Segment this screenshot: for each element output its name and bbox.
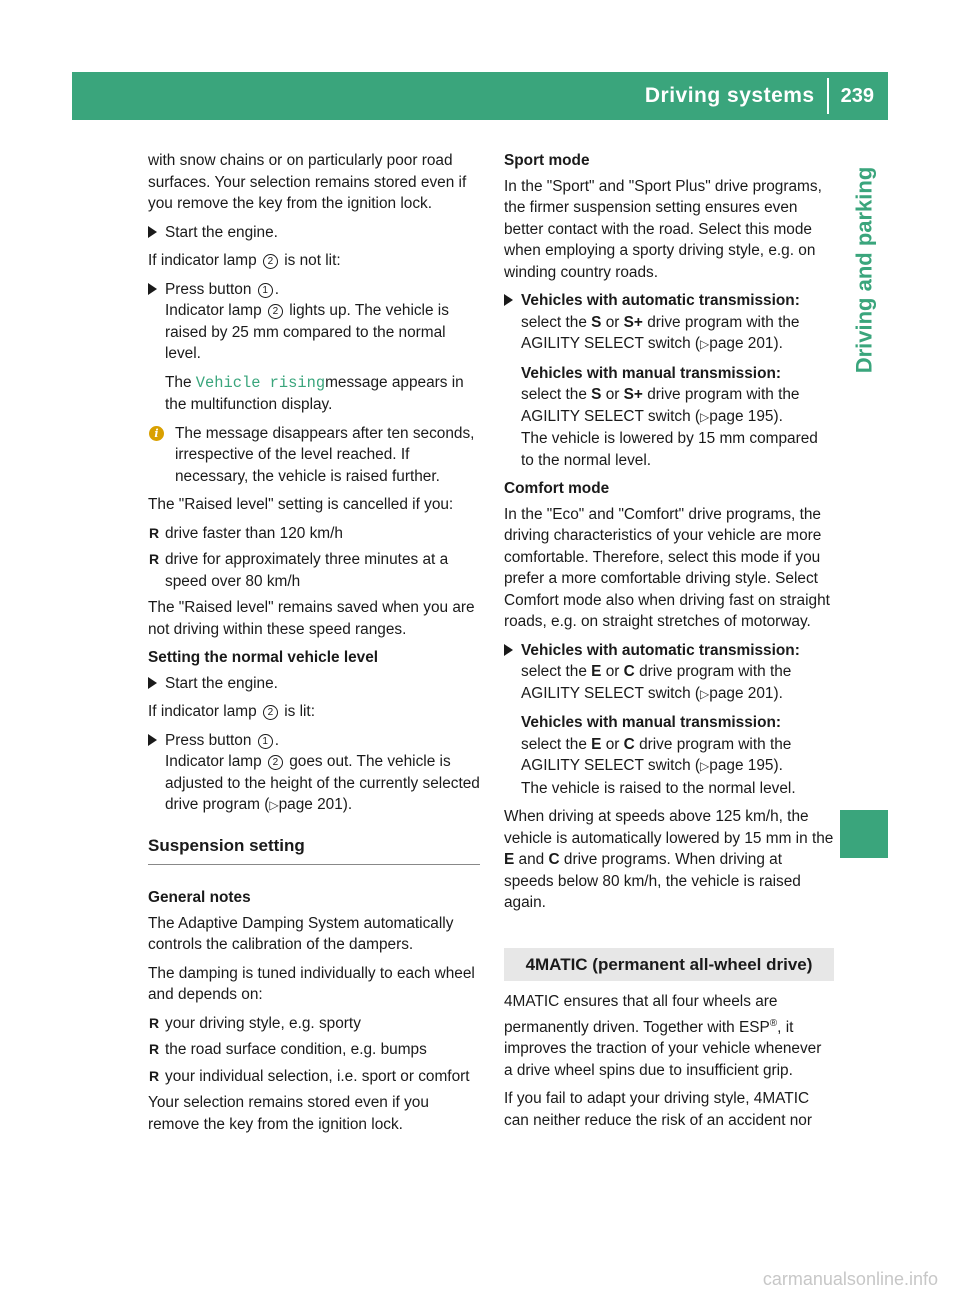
step-arrow-icon [148,283,157,295]
condition-text: If indicator lamp 2 is lit: [148,703,315,720]
step-continuation: Vehicles with manual transmission: select the S or S+ drive program with the AGILITY SELECT switch (▷page 195). The vehicle is lowered by 15 mm compared to the normal level. [521,364,818,469]
page-ref-arrow-icon: ▷ [700,337,710,351]
step-arrow-icon [148,734,157,746]
step-item: Vehicles with automatic transmission: select the E or C drive program with the AGILITY SELECT switch (▷page 201). [504,640,834,706]
page-ref-arrow-icon: ▷ [269,798,279,812]
intro-text: with snow chains or on particularly poor road surfaces. Your selection remains stored even if you remove the key from the ignition lock. [148,152,467,212]
section-heading: Setting the normal vehicle level [148,649,379,666]
body-text: 4MATIC ensures that all four wheels are permanently driven. Together with ESP®, it improves the traction of your vehicle whenever a drive wheel spins due to insufficient grip. [504,993,822,1079]
side-marker [840,810,888,858]
section-title: Suspension setting [148,835,480,866]
body-text: When driving at speeds above 125 km/h, the vehicle is automatically lowered by 15 mm in the E and C drive programs. When driving at speeds below 80 km/h, the vehicle is raised again. [504,808,834,911]
step-item: Press button 1 . Indicator lamp 2 goes out. The vehicle is adjusted to the height of the currently selected drive program (▷page 201). [148,730,480,817]
page-reference-link[interactable]: page 201 [709,684,774,702]
display-message: Vehicle rising [195,373,326,392]
list-item: R drive for approximately three minutes at a speed over 80 km/h [149,551,449,590]
sub-heading: Sport mode [504,152,590,169]
page-reference-link[interactable]: page 201 [709,335,774,352]
list-item: R drive faster than 120 km/h [149,524,343,542]
step-item [148,222,480,244]
list-item: R the road surface condition, e.g. bumps [149,1041,427,1058]
page-ref-arrow-icon: ▷ [700,686,710,701]
body-text: If you fail to adapt your driving style, 4MATIC can neither reduce the risk of an accident nor [504,1090,812,1129]
callout-2-icon: 2 [263,254,278,269]
page-header [72,72,888,120]
condition-text: If indicator lamp 2 is not lit: [148,252,341,269]
callout-2-icon: 2 [263,705,278,720]
side-tab-label: Driving and parking [851,166,876,374]
remains-saved-text: The "Raised level" remains saved when you are not driving within these speed ranges. [148,599,475,638]
step-arrow-icon [504,294,513,306]
step-arrow-icon [504,644,513,656]
body-text: In the "Sport" and "Sport Plus" drive programs, the firmer suspension setting ensures even better contact with the road. Select this mode when employing a sporty driving style, e.g. on winding country roads. [504,177,822,281]
header-title: Driving systems [645,78,829,114]
page-reference-link[interactable]: page 195 [709,407,774,425]
right-column [504,150,834,1138]
info-icon: i [149,426,164,441]
left-column [148,150,480,1142]
step-item: Press button 1 . Indicator lamp 2 lights up. The vehicle is raised by 25 mm compared to the normal level. [148,279,480,365]
list-item: R your driving style, e.g. sporty [149,1014,361,1032]
step-arrow-icon [148,226,157,238]
body-text: The damping is tuned individually to each wheel and depends on: [148,964,475,1003]
info-note: i The message disappears after ten seconds, irrespective of the level reached. If necessary, the vehicle is raised further. [148,423,480,488]
watermark: carmanualsonline.info [762,1269,938,1289]
page-ref-arrow-icon: ▷ [700,759,710,773]
body-text: The Adaptive Damping System automatically controls the calibration of the dampers. [148,914,454,953]
callout-2-icon: 2 [268,304,283,319]
step-text: Start the engine. [165,223,278,241]
callout-2-icon: 2 [268,755,283,770]
step-continuation: Vehicles with manual transmission: select the E or C drive program with the AGILITY SELECT switch (▷page 195). The vehicle is raised to the normal level. [521,714,796,797]
step-arrow-icon [148,677,157,689]
callout-1-icon: 1 [258,734,273,749]
page-reference-link[interactable]: page 201 [278,796,343,813]
page-number: 239 [840,84,874,107]
page-ref-arrow-icon: ▷ [700,409,710,424]
section-banner: 4MATIC (permanent all-wheel drive) [504,948,834,982]
list-item: R your individual selection, i.e. sport or comfort [149,1067,470,1085]
body-text: Your selection remains stored even if you remove the key from the ignition lock. [148,1094,429,1133]
step-item: Start the engine. [148,673,480,695]
body-text: In the "Eco" and "Comfort" drive programs, the driving characteristics of your vehicle are more comfortable. Therefore, select this mode if you prefer a more comfortable driving style. Select Comfort mode also when driving fast on straight roads, e.g. on straight stretches of motorway. [504,505,830,630]
step-item: Vehicles with automatic transmission: select the S or S+ drive program with the AGILITY SELECT switch (▷page 201). [504,290,834,356]
side-chapter-tab [840,166,888,374]
display-message-text: The Vehicle risingmessage appears in the multifunction display. [165,373,464,413]
sub-heading: General notes [148,889,251,906]
callout-1-icon: 1 [258,283,273,298]
sub-heading: Comfort mode [504,480,610,497]
cancel-intro: The "Raised level" setting is cancelled if you: [148,496,454,513]
page-reference-link[interactable]: page 195 [709,757,774,774]
